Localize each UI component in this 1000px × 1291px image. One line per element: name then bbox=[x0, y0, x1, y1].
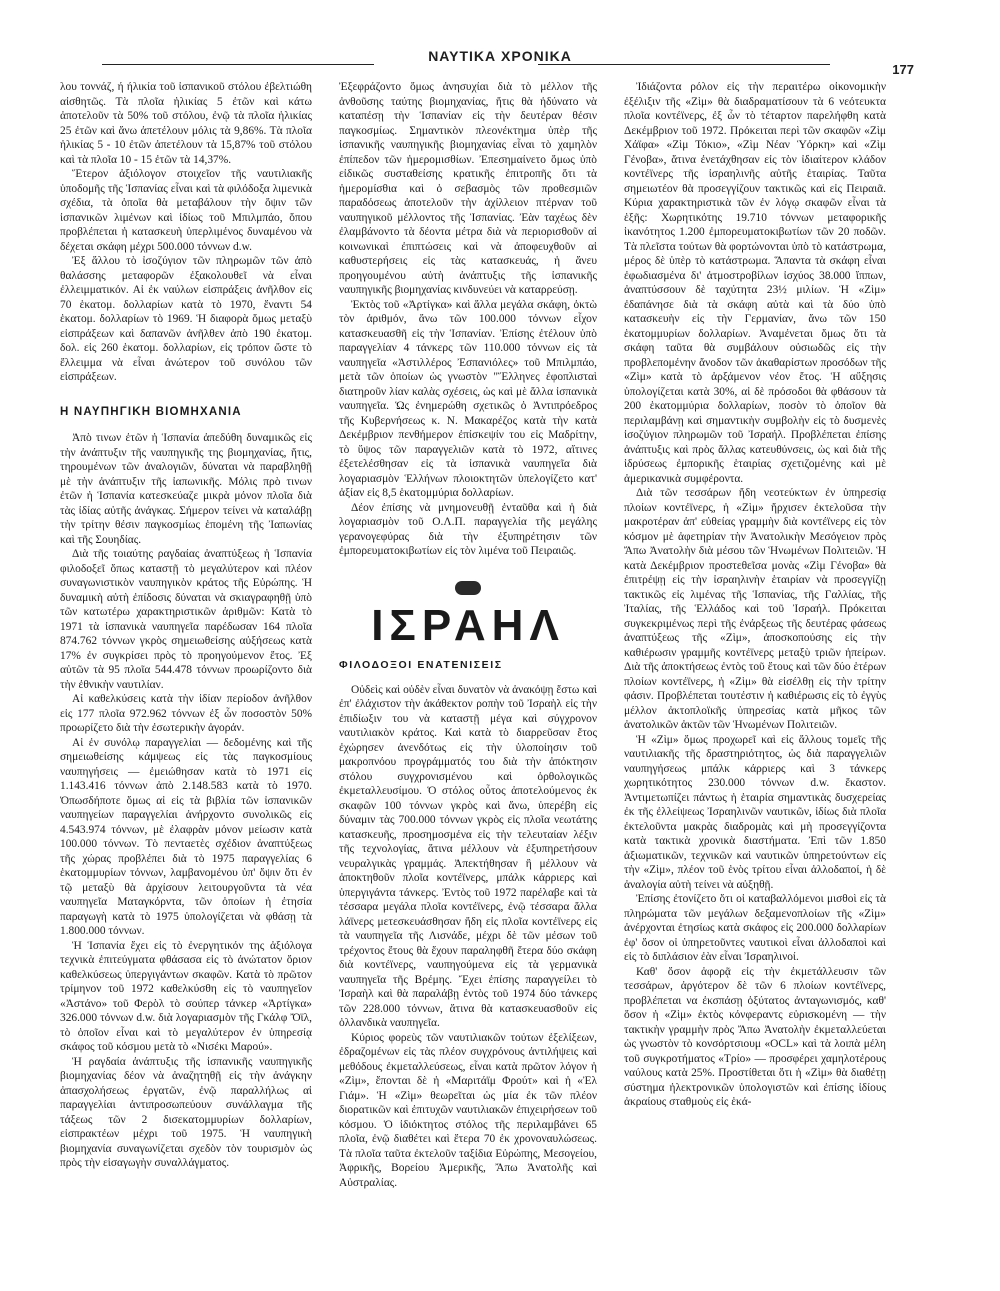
journal-title: ΝΑΥΤΙΚΑ ΧΡΟΝΙΚΑ bbox=[428, 48, 572, 64]
paragraph: Ἐπίσης ἐτονίζετο ὅτι οἱ καταβαλλόμενοι μισθοὶ εἰς τὰ πληρώματα τῶν μεγάλων δεξαμενοπλοίων τῆς «Ζὶμ» ἀνέρχονται ἐτησίως κατὰ σκάφος εἰς 200.000 δολλαρίων ἐφ' ὅσον οἱ ὑπηρετοῦντες ναυτικοὶ εἶναι ἀλλοδαποὶ καὶ εἰς τὸ διπλάσιον ἐὰν εἶναι Ἰσραηλινοί. bbox=[624, 893, 886, 963]
pill-ornament-icon bbox=[455, 581, 481, 595]
column-1 bbox=[60, 80, 312, 1270]
paragraph: λου τοννάζ, ή ήλικία τοῦ ἰσπανικοῦ στόλου ἐβελτιώθη αἰσθητῶς. Τὰ πλοῖα ἡλικίας 5 ἐτῶν καὶ κάτω ἀποτελοῦν τὰ 50% τοῦ στόλου, ἐνῷ τὰ πλοῖα ἡλικίας 25 ἐτῶν καὶ ἄνω ἀπετέλουν μόλις τὰ 9,86%. Τὰ πλοῖα ἡλικίας 5 - 10 ἐτῶν ἀπετέλουν τὰ 15,87% τοῦ στόλου καὶ τὰ πλοῖα 10 - 15 ἐτῶν τὰ 14,37%. bbox=[60, 81, 312, 166]
israel-subtitle: ΦΙΛΟΔΟΞΟΙ ΕΝΑΤΕΝΙΣΕΙΣ bbox=[339, 659, 503, 671]
column-2 bbox=[339, 80, 597, 1270]
paragraph: Αἱ ἐν συνόλῳ παραγγελίαι — δεδομένης καὶ τῆς σημειωθείσης κάμψεως εἰς τὰς παγκοσμίους ναυπηγήσεις — ἐμειώθησαν κατὰ τὸ 1971 εἰς 1.143.416 τόννων ἀπὸ 2.148.583 κατὰ τὸ 1970. Ὁπωσδήποτε ὅμως αἱ εἰς τὰ βιβλία τῶν ἰσπανικῶν ναυπηγείων παραγγελίαι ἀνήρχοντο συνολικῶς εἰς 4.543.974 τόννων, μὲ ἐλαφρὰν μόνον μείωσιν κατὰ 100.000 τόννων. Τὸ πενταετὲς σχέδιον ἀναπτύξεως τῆς χώρας προβλέπει διὰ τὸ 1975 παραγγελίας 6 ἑκατομμυρίων τόννων, λαμβανομένου ὑπ' ὄψιν ὅτι ἐν τῷ μεταξὺ θὰ ἀρχίσουν λειτουργοῦντα τὰ νέα ναυπηγεῖα Ματαγκόρντα, τῶν ὁποίων ἡ ἐτησία παραγωγὴ κατὰ τὸ 1975 ὑπολογίζεται νὰ φθάσῃ τὰ 1.800.000 τόννων. bbox=[60, 736, 312, 937]
paragraph: Ἰδιάζοντα ρόλον εἰς τὴν περαιτέρω οἰκονομικὴν ἐξέλιξιν τῆς «Ζὶμ» θὰ διαδραματίσουν τὰ 6 νεότευκτα πλοῖα κοντέϊνερς, ἐξ ὧν τὸ τέταρτον παρελήφθη κατὰ Δεκέμβριον τοῦ 1972. Πρόκειται περὶ τῶν σκαφῶν «Ζὶμ Χάϊφα» «Ζὶμ Τόκιο», «Ζὶμ Νέαν Ὑόρκη» καὶ «Ζὶμ Γένοβα», ἅτινα ἐνετάχθησαν εἰς τὸν ἰδιαίτερον κλάδον κοντέϊνερς τῆς ἰσραηλινῆς αὐτῆς ἑταιρίας. Ταῦτα σημειωτέον θὰ προσεγγίζουν τακτικῶς καὶ εἰς Πειραιᾶ. Κύρια χαρακτηριστικὰ τῶν ἐν λόγῳ σκαφῶν εἶναι τὰ ἑξῆς: Χωρητικότης 19.710 τόννων μεταφορικῆς ἱκανότητος 1.200 ἐμπορευματοκιβωτίων τῶν 20 ποδῶν. Τὰ πλεῖστα τούτων θὰ φορτώνονται ὑπὸ τὸ κατάστρωμα, μέρος δὲ ὑπὲρ τὸ κατάστρωμα. Ἅπαντα τὰ σκάφη εἶναι ἐφωδιασμένα δι' ἀτμοστροβίλων ἰσχύος 38.000 ἵππων, ἀναπτύσσουν δὲ ταχύτητα 23½ μιλίων. Ἡ «Ζὶμ» ἐδαπάνησε διὰ τὰ σκάφη αὐτὰ καὶ τὰ δύο ὑπὸ κατασκευὴν εἰς τὴν Γερμανίαν, ἄνω τῶν 150 ἑκατομμυρίων δολλαρίων. Ἀναμένεται ὅμως ὅτι τὰ σκάφη ταῦτα θὰ συμβάλουν οὐσιωδῶς εἰς τὴν προβλεπομένην ἄνοδον τῶν ἀκαθαρίστων προσόδων τῆς «Ζὶμ» κατὰ τὸ ἀρξάμενον νέον ἔτος. Ἡ αὔξησις ὑπολογίζεται κατὰ 30%, αἱ δὲ πρόσοδοι θὰ φθάσουν τὰ 200 ἑκατομμύρια δολλαρίων, ποσὸν τὸ ὁποῖον θὰ περιλαμβάνῃ καὶ σημαντικὴν συμβολὴν εἰς τὸ δυσμενὲς ἰσοζύγιον πληρωμῶν τοῦ Ἰσραήλ. Προβλέπεται ἐπίσης ἀνάπτυξις καὶ πρὸς ἄλλας κατευθύνσεις, ὡς καὶ διὰ τῆς ἱδρύσεως ἐμπορικῆς ἑταιρίας σχετιζομένης καὶ μὲ ἀμερικανικὰ συμφέροντα. bbox=[624, 81, 886, 485]
israel-title: ΙΣΡΑΗΛ bbox=[371, 601, 565, 650]
paragraph: Ἡ ραγδαία ἀνάπτυξις τῆς ἰσπανικῆς ναυπηγικῆς βιομηχανίας δέον νὰ ἀναζητηθῇ εἰς τὴν ἀνάγκην ἀπασχολήσεως ἐργατῶν, ἐνῷ παραλλήλως αἱ παραγγελίαι ἀντιπροσωπεύουν συνάλλαγμα τῆς τάξεως τῶν 2 δισεκατομμυρίων δολλαρίων, εἰσπρακτέων μέχρι τοῦ 1975. Ἡ ναυπηγικὴ βιομηχανία συναγωνίζεται σχεδὸν τὸν τουρισμὸν ὡς πρὸς τὴν εἰσαγωγὴν συναλλάγματος. bbox=[60, 1055, 312, 1169]
paragraph: Δέον ἐπίσης νὰ μνημονευθῇ ἐνταῦθα καὶ ἡ διὰ λογαριασμὸν τοῦ Ο.Λ.Π. παραγγελία τῆς μεγάλης γερανογεφύρας διὰ τὴν ἐξυπηρέτησιν τῶν ἐμπορευματοκιβωτίων εἰς τὸν λιμένα τοῦ Πειραιῶς. bbox=[339, 501, 597, 557]
paragraph: Αἱ καθελκύσεις κατὰ τὴν ἰδίαν περίοδον ἀνῆλθον εἰς 177 πλοῖα 972.962 τόννων ἐξ ὧν ποσοστὸν 50% προωρίζετο διὰ τὴν ἐσωτερικὴν ἀγοράν. bbox=[60, 693, 312, 734]
column-3 bbox=[624, 80, 886, 1270]
paragraph: Ἕτερον ἀξιόλογον στοιχεῖον τῆς ναυτιλιακῆς ὑποδομῆς τῆς Ἱσπανίας εἶναι καὶ τὰ φιλόδοξα λιμενικὰ σχέδια, τὰ ὁποῖα θὰ μεταβάλουν τὴν ὄψιν τῶν ἰσπανικῶν λιμένων καὶ ἰδίως τοῦ Μπιλμπάο, ὅπου προβλέπεται ἡ κατασκευὴ ὑπερλιμένος δυναμένου νὰ δέχεται σκάφη μέχρι 500.000 τόννων d.w. bbox=[60, 168, 312, 253]
paragraph: Ἡ «Ζὶμ» ὅμως προχωρεῖ καὶ εἰς ἄλλους τομεῖς τῆς ναυτιλιακῆς τῆς δραστηριότητος, ὡς διὰ παραγγελιῶν ναυπηγήσεως μπάλκ κάρριερς καὶ 3 τάνκερς χωρητικότητος 230.000 τόννων d.w. ἕκαστον. Ἀντιμετωπίζει πάντως ἡ ἑταιρία σημαντικὰς δυσχερείας ἐκ τῆς ἐλλείψεως Ἰσραηλινῶν ναυτικῶν, ἰδίως διὰ πλοῖα ἐκτελοῦντα μακρὰς διαδρομὰς καὶ μὴ προσεγγίζοντα κατὰ τακτικὰ χρονικὰ διαστήματα. Ἐπὶ τῶν 1.850 ἀξιωματικῶν, τεχνικῶν καὶ ναυτικῶν ὑπηρετούντων εἰς τὴν «Ζὶμ», πλέον τοῦ ἑνὸς τρίτου εἶναι ἀλλοδαποί, ἡ δὲ ἀναλογία αὐτὴ τείνει νὰ αὐξηθῇ. bbox=[624, 733, 886, 891]
paragraph: Κύριος φορεὺς τῶν ναυτιλιακῶν τούτων ἐξελίξεων, ἐδραζομένων εἰς τὰς πλέον συγχρόνους ἀντιλήψεις καὶ μεθόδους ἐκμεταλλεύσεως, εἶναι κατὰ πρῶτον λόγον ἡ «Ζὶμ», ἕπονται δὲ ἡ «Μαριτάϊμ Φρούτ» καὶ ἡ «Ἐλ Γιάμ». Ἡ «Ζὶμ» θεωρεῖται ὡς μία ἐκ τῶν πλέον διορατικῶν καὶ ἐπιτυχῶν ναυτιλιακῶν ἐπιχειρήσεων τοῦ κόσμου. Ὁ ἰδιόκτητος στόλος τῆς περιλαμβάνει 65 πλοῖα, ἐνῷ διαθέτει καὶ ἕτερα 70 ἐκ χρονοναυλώσεως. Τὰ πλοῖα ταῦτα ἐκτελοῦν ταξίδια Εὐρώπης, Μεσογείου, Ἀφρικῆς, Βορείου Ἀμερικῆς, Ἄπω Ἀνατολῆς καὶ Αὐστραλίας. bbox=[339, 1031, 597, 1189]
paragraph: Ἡ Ἱσπανία ἔχει εἰς τὸ ἐνεργητικόν της ἀξιόλογα τεχνικὰ ἐπιτεύγματα φθάσασα εἰς τὸ ἀνώτατον ὅριον καθελκύσεως ὑπεργιγάντων σκαφῶν. Κατὰ τὸ πρῶτον τρίμηνον τοῦ 1972 καθελκύσθη εἰς τὸ ναυπηγεῖον «Ἀστάνο» τοῦ Φερὸλ τὸ σούπερ τάνκερ «Ἀρτίγκα» 326.000 τόννων d.w. διὰ λογαριασμὸν τῆς Γκάλφ Ὄϊλ, τὸ ὁποῖον εἶναι καὶ τὸ μεγαλύτερον ἐν ὑπηρεσίᾳ σκάφος τοῦ κόσμου μετὰ τὸ «Νισέκι Μαρού». bbox=[60, 939, 312, 1053]
paragraph: Διὰ τῶν τεσσάρων ἤδη νεοτεύκτων ἐν ὑπηρεσίᾳ πλοίων κοντέϊνερς, ἡ «Ζὶμ» ἤρχισεν ἐκτελοῦσα τὴν μακροτέραν ἀπ' εὐθείας γραμμὴν διὰ κοντέϊνερς εἰς τὸν κόσμον μὲ ἀφετηρίαν τὴν Ἀνατολικὴν Μεσόγειον πρὸς Ἄπω Ἀνατολὴν διὰ μέσου τῶν Ἡνωμένων Πολιτειῶν. Ἡ κατὰ Δεκέμβριον προστεθεῖσα μονὰς «Ζὶμ Γένοβα» θὰ ἐπιτρέψῃ εἰς τὴν ἰσραηλινὴν ἑταιρίαν νὰ προσεγγίζῃ τακτικῶς εἰς λιμένας τῆς Ἱσπανίας, τῆς Γαλλίας, τῆς Ἰταλίας, τῆς Ἑλλάδος καὶ τοῦ Ἰσραήλ. Πρόκειται συγκεκριμένως περὶ τῆς ἐνάρξεως τῆς δευτέρας φάσεως ἀναπτύξεως τῆς «Ζὶμ», ἀποσκοπούσης εἰς τὴν καθιέρωσιν γραμμῆς κοντέϊνερς μεταξὺ τριῶν ἠπείρων. Διὰ τῆς ἀποκτήσεως ἐντὸς τοῦ ἔτους καὶ τῶν δύο ἑτέρων πλοίων κοντέϊνερς, ἡ «Ζὶμ» θὰ εἰσέλθῃ εἰς τὴν τρίτην φάσιν. Προβλέπεται τουτέστιν ἡ καθιέρωσις εἰς τὸ ἐγγὺς μέλλον ἀκτοπλοϊκῆς ὑπηρεσίας κατὰ μῆκος τῶν ἀνατολικῶν ἀκτῶν τῶν Ἡνωμένων Πολιτειῶν. bbox=[624, 487, 886, 731]
paragraph: Ἐκτὸς τοῦ «Ἀρτίγκα» καὶ ἄλλα μεγάλα σκάφη, ὀκτὼ τὸν ἀριθμόν, ἄνω τῶν 100.000 τόννων εἶχον κατασκευασθῆ εἰς τὴν Ἱσπανίαν. Ἐπίσης ἐτέλουν ὑπὸ παραγγελίαν 4 τάνκερς τῶν 110.000 τόννων εἰς τὰ ναυπηγεῖα «Ἀστιλλέρος Ἐσπανιόλες» τοῦ Μπιλμπάο, μετὰ τῶν ὁποίων ὡς γνωστὸν "Ἕλληνες ἐφοπλισταὶ διατηροῦν λίαν καλὰς σχέσεις, ὡς καὶ μὲ ἄλλα ἰσπανικὰ ναυπηγεῖα. Ὡς ἐνημερώθη σχετικῶς ὁ Ἀντιπρόεδρος τῆς Κυβερνήσεως κ. Ν. Μακαρέζος κατὰ τὴν κατὰ Δεκέμβριον πενθήμερον ἐπίσκεψίν του εἰς Μαδρίτην, τὸ ὕψος τῶν παραγγελιῶν κατὰ τὸ 1972, αἵτινες ἐξετελέσθησαν εἰς τὰ ἰσπανικὰ ναυπηγεῖα διὰ λογαριασμὸν Ἑλλήνων πλοιοκτητῶν ὑπελογίζετο κατ' ἀξίαν εἰς 8,5 ἑκατομμύρια δολλαρίων. bbox=[339, 298, 597, 499]
paragraph: Οὐδεὶς καὶ οὐδὲν εἶναι δυνατὸν νὰ ἀνακόψῃ ἔστω καὶ ἐπ' ἐλάχιστον τὴν ἀκάθεκτον ροπὴν τοῦ Ἰσραὴλ εἰς τὴν ἐπιδίωξιν του νὰ καταστῇ μέγα καὶ σύγχρονον ναυτιλιακὸν κράτος. Καὶ κατὰ τὸ διαρρεῦσαν ἔτος ἐχώρησεν ἀνενδότως εἰς τὴν ὑλοποίησιν τοῦ μακροπνόου προγράμματός του διὰ τὴν ἀπόκτησιν στόλου συγχρονισμένου καὶ ὀρθολογικῶς ἐκμεταλλευσίμου. Ὁ στόλος οὗτος ἀποτελούμενος ἐκ σκαφῶν 100 τόννων γκρὸς καὶ ἄνω, ὑπερέβη εἰς δύναμιν τὰς 700.000 τόννων γκρὸς εἰς πλοῖα νεωτάτης κατασκευῆς, προσημοσμένα εἰς τὴν τελευταίαν λέξιν τῆς τεχνολογίας, ἅτινα μέλλουν νὰ ἐξυπηρετήσουν νευραλγικὰς γραμμάς. Ἀπεκτήθησαν ἢ μέλλουν νὰ ἀποκτηθοῦν πλοῖα κοντέϊνερς, μπάλκ κάρριερς καὶ ὑπεργιγάντα τάνκερς. Ἐντὸς τοῦ 1972 παρέλαβε καὶ τὰ τέσσαρα μεγάλα πλοῖα κοντέϊνερς, ἐνῷ τέσσαρα ἄλλα λάϊνερς μετεσκευάσθησαν ἤδη εἰς πλοῖα κοντέϊνερς εἰς τὰ ναυπηγεῖα τῆς Λισνάδε, μέχρι δὲ τῶν μέσων τοῦ τρέχοντος ἔτους θὰ ἔχουν παραληφθῆ ἕτερα δύο σκάφη διὰ κοντέϊνερς, ναυπηγούμενα εἰς τὰ γερμανικὰ ναυπηγεῖα τῆς Βρέμης. Ἔχει ἐπίσης παραγγείλει τὸ Ἰσραὴλ καὶ θὰ παραλάβῃ ἐντὸς τοῦ 1974 δύο τάνκερς τῶν 228.000 τόννων, ἅτινα θὰ κατασκευασθοῦν εἰς ὁλλανδικὰ ναυπηγεῖα. bbox=[339, 683, 597, 1029]
running-header bbox=[80, 48, 920, 77]
header-rule-left bbox=[102, 64, 374, 65]
paragraph: Ἀπὸ τινων ἐτῶν ἡ Ἱσπανία ἀπεδύθη δυναμικῶς εἰς τὴν ἀνάπτυξιν τῆς ναυπηγικῆς της βιομηχανίας, ἥτις, τηρουμένων τῶν ἀναλογιῶν, δύναται νὰ παραβληθῇ μὲ τὴν ἀνάπτυξιν τῆς ἰαπωνικῆς. Μόλις πρὸ τινων ἐτῶν ἡ Ἱσπανία κατεσκεύαζε μικρὰ μόνον πλοῖα διὰ τὰς ἰδίας αὐτῆς ἀνάγκας. Σήμερον τείνει νὰ καταλάβῃ τὴν τρίτην θέσιν παγκοσμίως ἑπομένη τῆς Ἰαπωνίας καὶ τῆς Σουηδίας. bbox=[60, 432, 312, 546]
paragraph: Καθ' ὅσον ἀφορᾷ εἰς τὴν ἐκμετάλλευσιν τῶν τεσσάρων, ἀργότερον δὲ τῶν 6 πλοίων κοντέϊνερς, προβλέπεται να ἐκσπάσῃ ὀξύτατος ἀνταγωνισμός, καθ' ὅσον ἡ «Ζὶμ» ἐκτὸς κόνφεραντς εὑρισκομένη — τὴν τακτικὴν γραμμὴν πρὸς Ἄπω Ἀνατολὴν ἐκμεταλλεύεται ὡς γνωστὸν τὸ κονσόρτσιουμ «OCL» καὶ τὰ λοιπὰ μέλη τοῦ συγκροτήματος «Τρίο» — προσφέρει χαμηλοτέρους ναύλους κατὰ 25%. Προστίθεται ὅτι ἡ «Ζὶμ» θὰ διαθέτῃ σύστημα ἠλεκτρονικῶν ὑπολογιστῶν καὶ ἐπίσης ἰδίους ἀκραίους σταθμοὺς εἰς ἑκά- bbox=[624, 965, 886, 1108]
israel-heading-block bbox=[339, 581, 597, 651]
page-number: 177 bbox=[892, 62, 914, 77]
paragraph: Ἐξεφράζοντο ὅμως ἀνησυχίαι διὰ τὸ μέλλον τῆς ἀνθοῦσης ταύτης βιομηχανίας, ἥτις θὰ ἠδύνατο νὰ καταπέσῃ τὴν Ἱσπανίαν εἰς τὴν δευτέραν θέσιν παγκοσμίως. Σημαντικὸν πλεονέκτημα ὑπὲρ τῆς ἰσπανικῆς ναυπηγικῆς βιομηχανίας εἶναι τὸ χαμηλὸν ἐπίπεδον τῶν ἡμερομισθίων. Ἐπεσημαίνετο ὅμως ὑπὸ εἰδικῶς συσταθείσης κρατικῆς ἐπιτροπῆς ὅτι τὰ ἡμερομίσθια καὶ ὁ σεβασμὸς τῶν προθεσμιῶν παραδόσεως ἀποτελοῦν τὴν ἀχίλλειον πτέρναν τοῦ ναυπηγικοῦ μέλλοντος τῆς Ἱσπανίας. Ἐὰν ταχέως δὲν ἐλαμβάνοντο τὰ δέοντα μέτρα διὰ νὰ περιορισθοῦν αἱ κοινωνικαὶ ἐπιπτώσεις καὶ νὰ ἀποφευχθοῦν αἱ καθυστερήσεις εἰς τὰς κατασκευάς, ἡ ἄνευ προηγουμένου αὐτὴ ἀνάπτυξις τῆς ἰσπανικῆς ναυπηγικῆς βιομηχανίας κινδυνεύει νὰ καταρρεύσῃ. bbox=[339, 81, 597, 296]
paragraph: Ἐξ ἄλλου τὸ ἰσοζύγιον τῶν πληρωμῶν τῶν ἀπὸ θαλάσσης μεταφορῶν ἐξακολουθεῖ νὰ εἶναι ἐλλειμματικόν. Αἱ ἐκ ναύλων εἰσπράξεις ἀνῆλθον εἰς 70 ἑκατομ. δολλαρίων κατὰ τὸ 1970, ἔναντι 54 ἑκατομ. δολλαρίων τὸ 1969. Ἡ διαφορὰ ὅμως μεταξὺ εἰσπράξεων καὶ δαπανῶν ἀνῆλθεν ἀπὸ 190 ἑκατομ. δολ. εἰς 260 ἑκατομ. δολλαρίων, εἰς τρόπον ὥστε τὸ ἔλλειμμα νὰ εἶναι ἀνώτερον τοῦ συνόλου τῶν εἰσπράξεων. bbox=[60, 255, 312, 383]
paragraph: Διὰ τῆς τοιαύτης ραγδαίας ἀναπτύξεως ἡ Ἱσπανία φιλοδοξεῖ ὅπως καταστῇ τὸ μεγαλύτερον καὶ πλέον συναγωνιστικὸν ναυπηγικὸν κράτος τῆς Εὐρώπης. Ἡ δυναμικὴ αὐτὴ ἐπίδοσις δύναται νὰ σκιαγραφηθῇ ὑπὸ τῶν κατωτέρω χαρακτηριστικῶν ἀριθμῶν: Κατὰ τὸ 1971 τὰ ἰσπανικὰ ναυπηγεῖα παρέδωσαν 164 πλοῖα 874.762 τόννων γκρὸς σημειωθείσης αὐξήσεως κατὰ 17% ἐν συγκρίσει πρὸς τὸ προηγούμενον ἔτος. Ἐξ αὐτῶν τὰ 95 πλοῖα 544.478 τόννων προωρίζοντο διὰ τὴν ἐθνικὴν ναυτιλίαν. bbox=[60, 548, 312, 691]
section-heading-shipbuilding: Η ΝΑΥΠΗΓΙΚΗ ΒΙΟΜΗΧΑΝΙΑ bbox=[60, 405, 242, 418]
header-rule-right bbox=[538, 64, 830, 65]
